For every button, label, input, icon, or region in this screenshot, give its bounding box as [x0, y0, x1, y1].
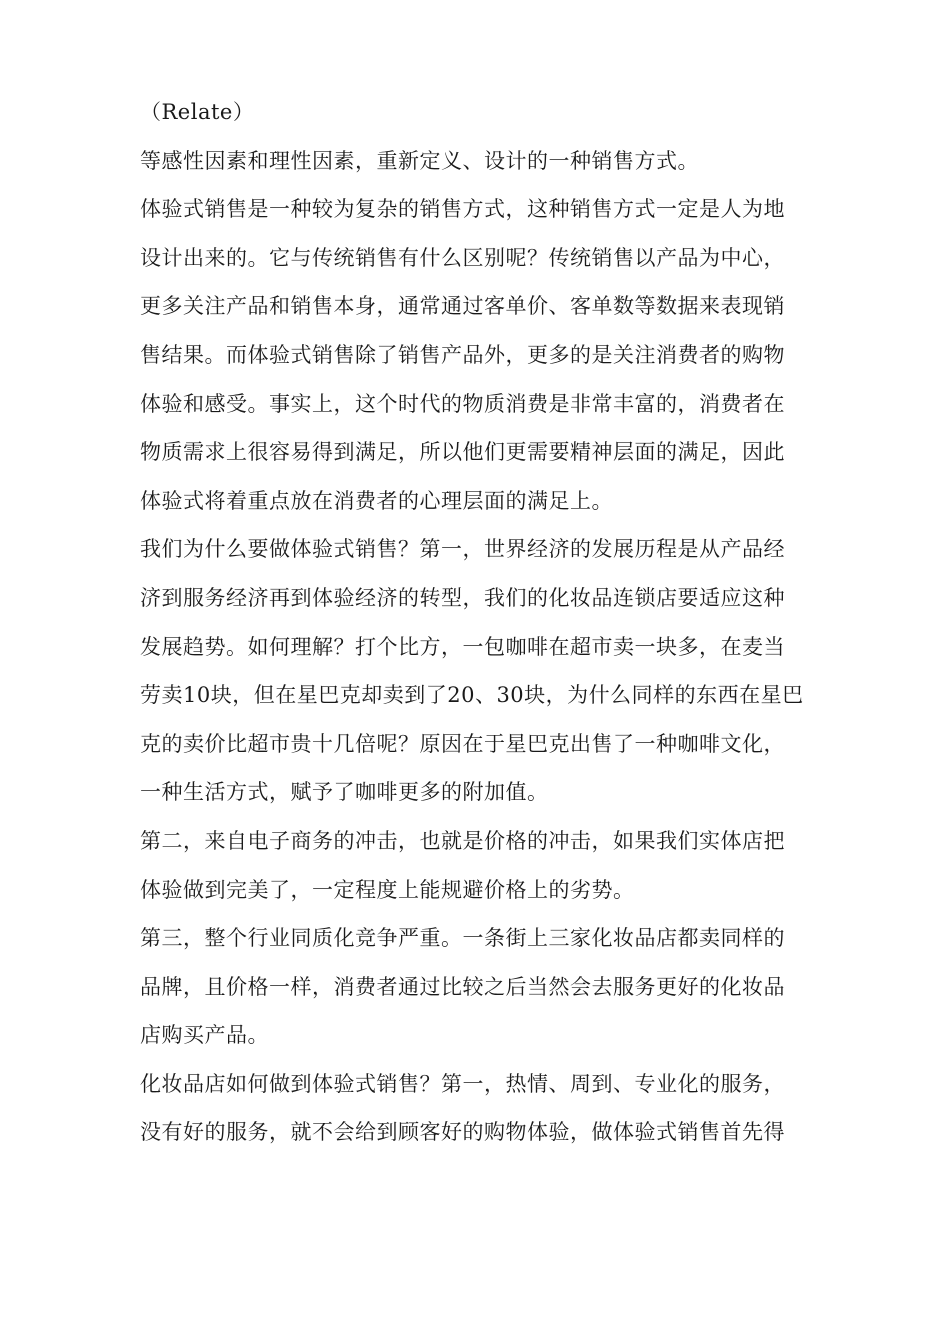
paragraph-why-experiential — [140, 525, 830, 817]
paragraph-relate — [140, 88, 830, 137]
text-line: 售结果。而体验式销售除了销售产品外，更多的是关注消费者的购物 — [140, 342, 785, 367]
paragraph-second-reason — [140, 817, 830, 914]
text-line: 店购买产品。 — [140, 1023, 269, 1048]
paragraph-third-reason — [140, 914, 830, 1060]
text-line: 一种生活方式，赋予了咖啡更多的附加值。 — [140, 780, 549, 805]
text-line: 化妆品店如何做到体验式销售？第一，热情、周到、专业化的服务， — [140, 1071, 785, 1096]
paragraph-definition — [140, 137, 830, 186]
text-line: 品牌，且价格一样，消费者通过比较之后当然会去服务更好的化妆品 — [140, 974, 785, 999]
text-line: 等感性因素和理性因素，重新定义、设计的一种销售方式。 — [140, 148, 699, 173]
text-line: 克的卖价比超市贵十几倍呢？原因在于星巴克出售了一种咖啡文化， — [140, 731, 785, 756]
text-line: 发展趋势。如何理解？打个比方，一包咖啡在超市卖一块多，在麦当 — [140, 634, 785, 659]
document-body — [140, 88, 830, 1157]
text-line: 体验做到完美了，一定程度上能规避价格上的劣势。 — [140, 877, 635, 902]
text-line: 体验式销售是一种较为复杂的销售方式，这种销售方式一定是人为地 — [140, 197, 785, 222]
text-line: 体验式将着重点放在消费者的心理层面的满足上。 — [140, 488, 613, 513]
text-line: 第三，整个行业同质化竞争严重。一条街上三家化妆品店都卖同样的 — [140, 926, 785, 951]
text-line: 我们为什么要做体验式销售？第一，世界经济的发展历程是从产品经 — [140, 537, 785, 562]
text-line: 第二，来自电子商务的冲击，也就是价格的冲击，如果我们实体店把 — [140, 828, 785, 853]
paragraph-how-to — [140, 1060, 830, 1157]
text-line: 没有好的服务，就不会给到顾客好的购物体验，做体验式销售首先得 — [140, 1120, 785, 1145]
text-line: 设计出来的。它与传统销售有什么区别呢？传统销售以产品为中心， — [140, 245, 785, 270]
text-line: 体验和感受。事实上，这个时代的物质消费是非常丰富的，消费者在 — [140, 391, 785, 416]
text-line: 物质需求上很容易得到满足，所以他们更需要精神层面的满足，因此 — [140, 440, 785, 465]
text-line: 劳卖10块，但在星巴克却卖到了20、30块，为什么同样的东西在星巴 — [140, 683, 804, 708]
paragraph-experiential-vs-traditional — [140, 185, 830, 525]
text-line: （Relate） — [140, 100, 255, 124]
text-line: 更多关注产品和销售本身，通常通过客单价、客单数等数据来表现销 — [140, 294, 785, 319]
text-line: 济到服务经济再到体验经济的转型，我们的化妆品连锁店要适应这种 — [140, 585, 785, 610]
